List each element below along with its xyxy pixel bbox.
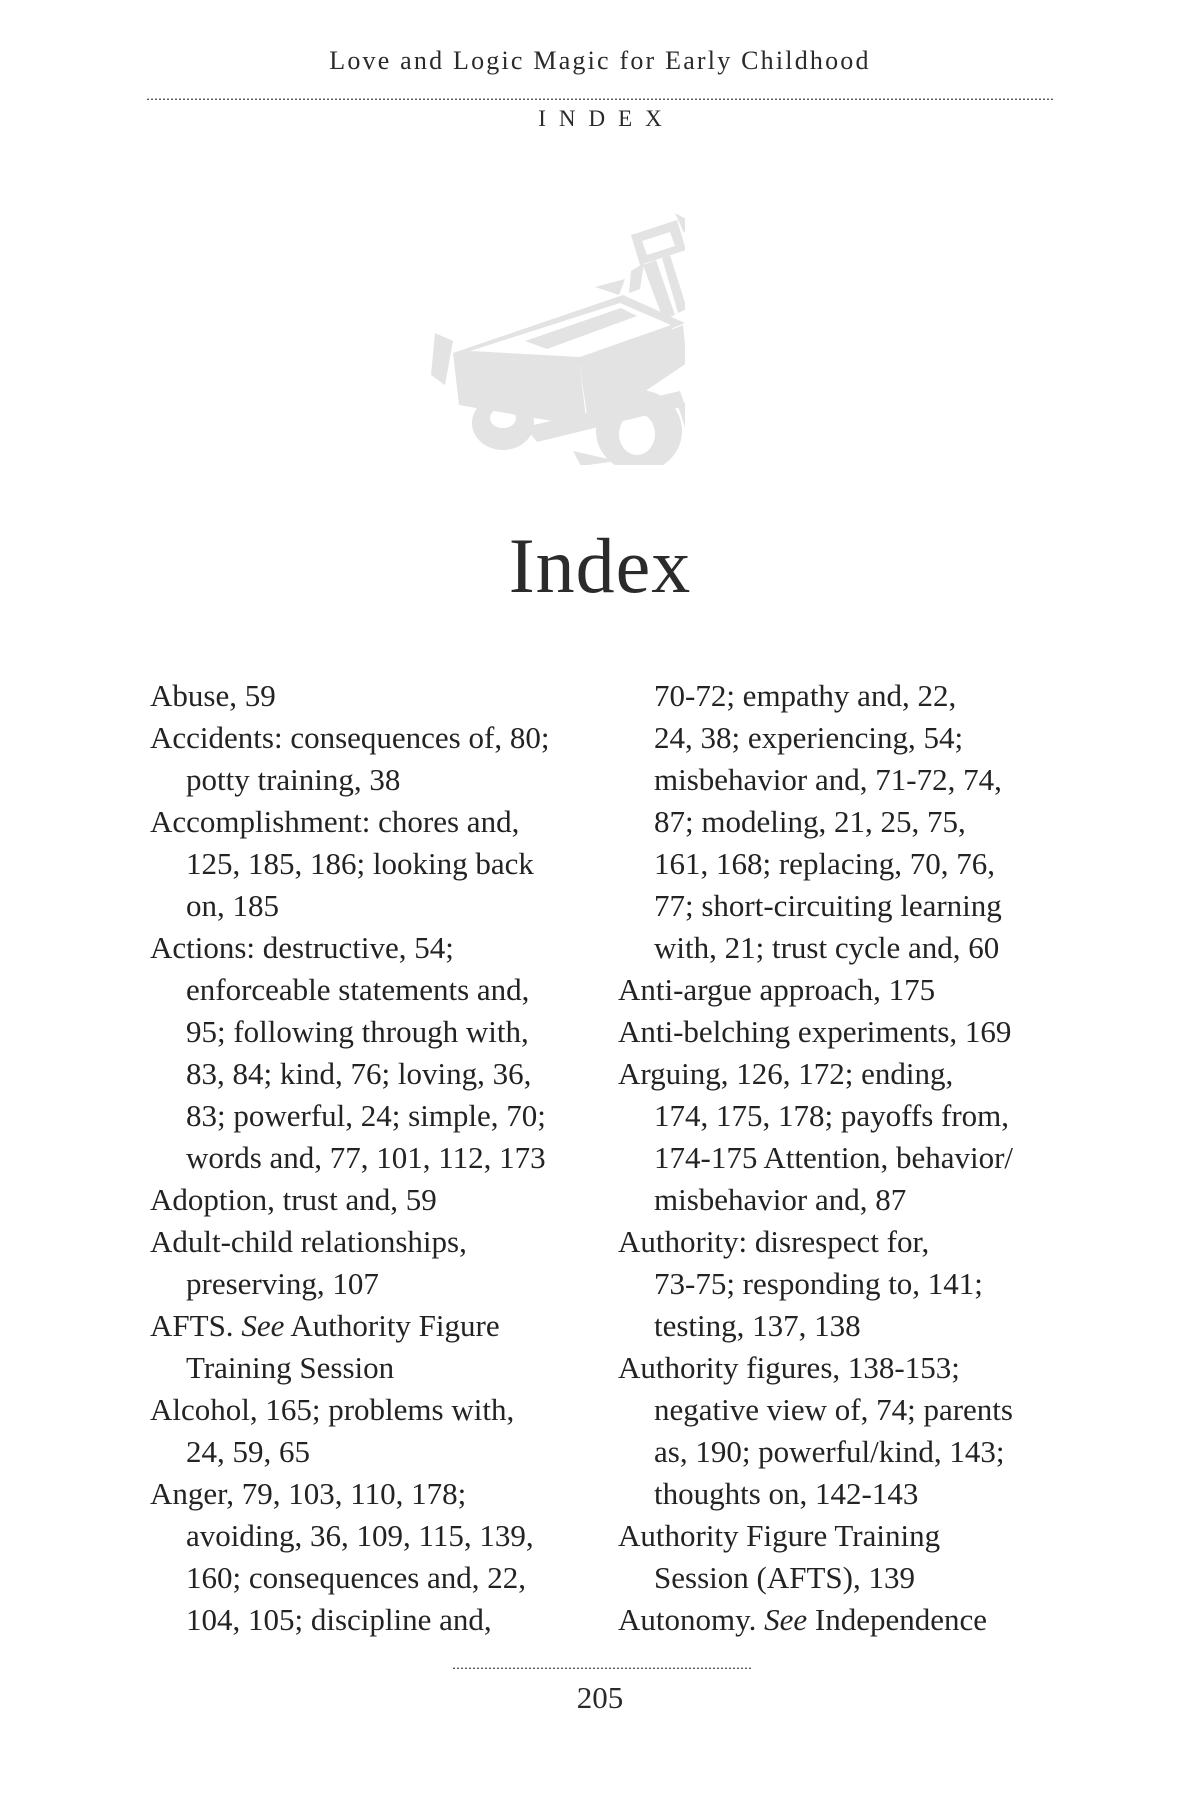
index-entry-line: Anti-belching experiments, 169 <box>618 1014 1012 1049</box>
index-entry-line: testing, 137, 138 <box>654 1308 861 1343</box>
index-entry-line: 174-175 Attention, behavior/ <box>654 1140 1014 1175</box>
index-entry-line: Training Session <box>186 1350 395 1385</box>
index-entry-line: 24, 59, 65 <box>186 1434 310 1469</box>
header-dotted-rule <box>146 97 1054 100</box>
page-number: 205 <box>576 1680 624 1715</box>
index-entry-line: Adult-child relationships, <box>150 1224 467 1259</box>
footer-dotted-rule <box>452 1666 752 1669</box>
index-entry-line: Authority Figure Training <box>618 1518 941 1553</box>
index-entry-line: on, 185 <box>186 888 279 923</box>
index-column-left <box>150 675 616 1641</box>
index-entry-line: 83; powerful, 24; simple, 70; <box>186 1098 546 1133</box>
page-title: Index <box>508 522 692 609</box>
index-entry-line: Anti-argue approach, 175 <box>618 972 936 1007</box>
index-section-label: INDEX <box>538 106 675 131</box>
index-entry-line: 104, 105; discipline and, <box>186 1602 492 1637</box>
index-entry-line: Adoption, trust and, 59 <box>150 1182 437 1217</box>
index-entry-line: AFTS. See Authority Figure <box>150 1308 500 1343</box>
index-entry-line: misbehavior and, 87 <box>654 1182 907 1217</box>
index-entry-line: words and, 77, 101, 112, 173 <box>186 1140 546 1175</box>
index-entry-line: Authority: disrespect for, <box>618 1224 930 1259</box>
index-column-right <box>618 675 1088 1641</box>
index-entry-line: as, 190; powerful/kind, 143; <box>654 1434 1005 1469</box>
index-entry-line: potty training, 38 <box>186 762 401 797</box>
index-entry-line: Authority figures, 138-153; <box>618 1350 960 1385</box>
index-entry-line: Alcohol, 165; problems with, <box>150 1392 515 1427</box>
index-entry-line: 95; following through with, <box>186 1014 529 1049</box>
index-entry-line: with, 21; trust cycle and, 60 <box>654 930 1000 965</box>
index-entry-line: avoiding, 36, 109, 115, 139, <box>186 1518 534 1553</box>
index-entry-line: Accomplishment: chores and, <box>150 804 520 839</box>
index-entry-line: Session (AFTS), 139 <box>654 1560 915 1595</box>
index-entry-line: Autonomy. See Independence <box>618 1602 988 1637</box>
index-entry-line: 174, 175, 178; payoffs from, <box>654 1098 1010 1133</box>
index-entry-line: thoughts on, 142-143 <box>654 1476 919 1511</box>
index-entry-line: 161, 168; replacing, 70, 76, <box>654 846 995 881</box>
index-entry-line: 160; consequences and, 22, <box>186 1560 527 1595</box>
index-entry-line: preserving, 107 <box>186 1266 379 1301</box>
index-entry-line: 70-72; empathy and, 22, <box>654 678 957 713</box>
index-entry-line: 77; short-circuiting learning <box>654 888 1002 923</box>
index-entry-line: 83, 84; kind, 76; loving, 36, <box>186 1056 532 1091</box>
index-entry-line: Abuse, 59 <box>150 678 276 713</box>
index-entry-line: Arguing, 126, 172; ending, <box>618 1056 954 1091</box>
index-entry-line: Accidents: consequences of, 80; <box>150 720 550 755</box>
toy-wagon-illustration <box>375 175 685 465</box>
index-entry-line: 73-75; responding to, 141; <box>654 1266 983 1301</box>
index-entry-line: negative view of, 74; parents <box>654 1392 1013 1427</box>
index-entry-line: enforceable statements and, <box>186 972 530 1007</box>
running-head-title: Love and Logic Magic for Early Childhood <box>329 46 871 75</box>
index-entry-line: Actions: destructive, 54; <box>150 930 454 965</box>
index-entry-line: 125, 185, 186; looking back <box>186 846 534 881</box>
index-entry-line: 87; modeling, 21, 25, 75, <box>654 804 966 839</box>
index-entry-line: 24, 38; experiencing, 54; <box>654 720 964 755</box>
index-entry-line: Anger, 79, 103, 110, 178; <box>150 1476 467 1511</box>
index-entry-line: misbehavior and, 71-72, 74, <box>654 762 1002 797</box>
